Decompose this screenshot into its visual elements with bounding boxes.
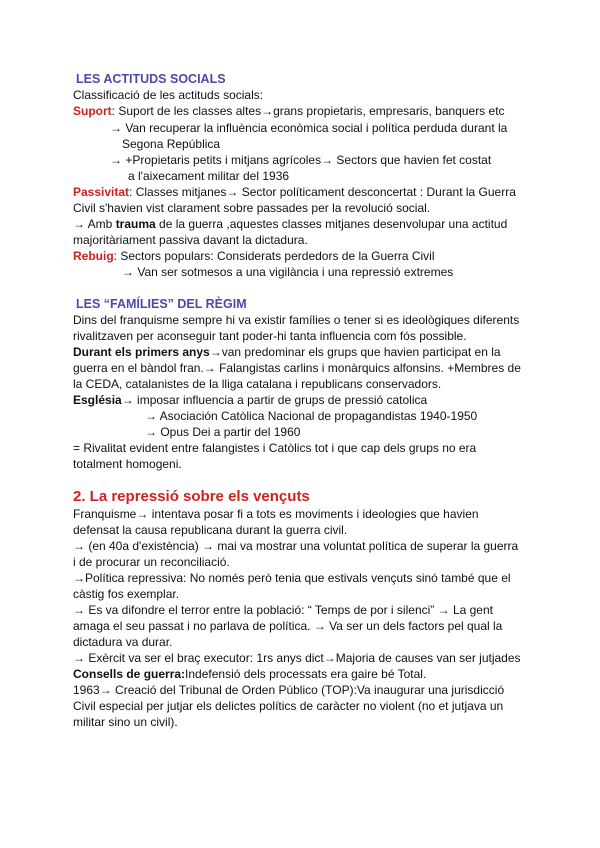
trauma-line	[73, 217, 507, 232]
rebuig-label: Rebuig	[73, 249, 114, 263]
suport-label: Suport	[73, 104, 112, 118]
section-title-actituds: LES ACTITUDS SOCIALS	[76, 72, 226, 86]
text-line: Franquisme→ intentava posar fi a tots es moviments i ideologies que havien	[73, 507, 479, 521]
text-span: Indefensió dels processats era gaire bé Total.	[185, 667, 427, 681]
text-line: → Exèrcit va ser el braç executor: 1rs anys dict→Majoria de causes van ser jutjades	[73, 651, 521, 665]
text-span: de la guerra ,aquestes classes mitjanes desenvolupar una actitud	[155, 217, 508, 231]
esglesia-line	[73, 393, 427, 408]
text-line: Civil especial per jutjar els delictes polítics de caràcter no violent (no et jutjava un	[73, 699, 504, 713]
text-line: a l'aixecament militar del 1936	[128, 169, 290, 183]
text-line: la CEDA, catalanistes de la lliga catalana i republicans conservadors.	[73, 377, 442, 391]
text-line: guerra en el bàndol fran.→ Falangistas carlins i monàrquics alfonsins. +Membres de	[73, 361, 521, 375]
text-line: rivalitzaven per aconseguir tant poder-hi tanta influencia com fós possible.	[73, 329, 467, 343]
primers-anys-bold: Durant els primers anys	[73, 345, 210, 359]
text-line: → (en 40a d'existència) → mai va mostrar una voluntat política de superar la guerra	[73, 539, 519, 553]
text-line: amaga el seu passat i no parlava de política. → Va ser un dels factors pel qual la	[73, 619, 503, 633]
text-line: → Es va difondre el terror entre la població: “ Temps de por i silenci” → La gent	[73, 603, 493, 617]
rebuig-line	[73, 249, 435, 264]
consells-bold: Consells de guerra:	[73, 667, 186, 681]
passivitat-line	[73, 185, 516, 200]
text-line: → Opus Dei a partir del 1960	[145, 425, 301, 439]
text-line: Civil s'havien vist clarament sobre passades per la revolució social.	[73, 201, 431, 215]
esglesia-bold: Església	[73, 393, 122, 407]
text-line: militar sino un civil).	[73, 715, 178, 729]
text-line: i de procurar un reconciliació.	[73, 555, 230, 569]
text-span: → imposar influencia a partir de grups de pressió catolica	[121, 393, 428, 407]
text-line: majoritàriament passiva davant la dictadura.	[73, 233, 308, 247]
text-span: → Amb	[73, 217, 116, 231]
suport-text: : Suport de les classes altes→grans propietaris, empresaris, banquers etc	[111, 104, 505, 118]
passivitat-text: : Classes mitjanes→ Sector políticament desconcertat : Durant la Guerra	[129, 185, 516, 199]
text-line: Classificació de les actituds socials:	[73, 88, 264, 102]
text-line: càstig fos exemplar.	[73, 587, 180, 601]
consells-line	[73, 667, 426, 682]
suport-line	[73, 104, 505, 119]
text-line: Segona República	[122, 137, 221, 151]
text-line: defensat la causa republicana durant la guerra civil.	[73, 523, 348, 537]
text-line: 1963→ Creació del Tribunal de Orden Público (TOP):Va inaugurar una jurisdicció	[73, 683, 505, 697]
trauma-bold: trauma	[115, 217, 156, 231]
primers-anys-line	[73, 345, 501, 360]
text-line: Dins del franquisme sempre hi va existir famílies o tener si es ideològiques diferents	[73, 313, 520, 327]
section-title-families: LES “FAMÍLIES” DEL RÈGIM	[76, 297, 247, 311]
text-span: →van predominar els grups que havien participat en la	[209, 345, 501, 359]
rebuig-text: : Sectors populars: Considerats perdedors de la Guerra Civil	[113, 249, 435, 263]
text-line: = Rivalitat evident entre falangistes i Catòlics tot i que cap dels grups no era	[73, 441, 477, 455]
text-line: totalment homogeni.	[73, 457, 182, 471]
text-line: → Van ser sotmesos a una vigilància i una repressió extremes	[122, 265, 454, 279]
section-title-repressio: 2. La repressió sobre els vençuts	[73, 488, 310, 505]
text-line: → Van recuperar la influència econòmica social i política perduda durant la	[110, 121, 508, 135]
text-line: → +Propietaris petits i mitjans agrícoles→ Sectors que havien fet costat	[110, 153, 492, 167]
passivitat-label: Passivitat	[73, 185, 130, 199]
text-line: dictadura va durar.	[73, 635, 173, 649]
text-line: → Asociación Catòlica Nacional de propagandistas 1940-1950	[145, 409, 478, 423]
text-line: →Política repressiva: No només però tenia que estivals vençuts sinó també que el	[73, 571, 511, 585]
